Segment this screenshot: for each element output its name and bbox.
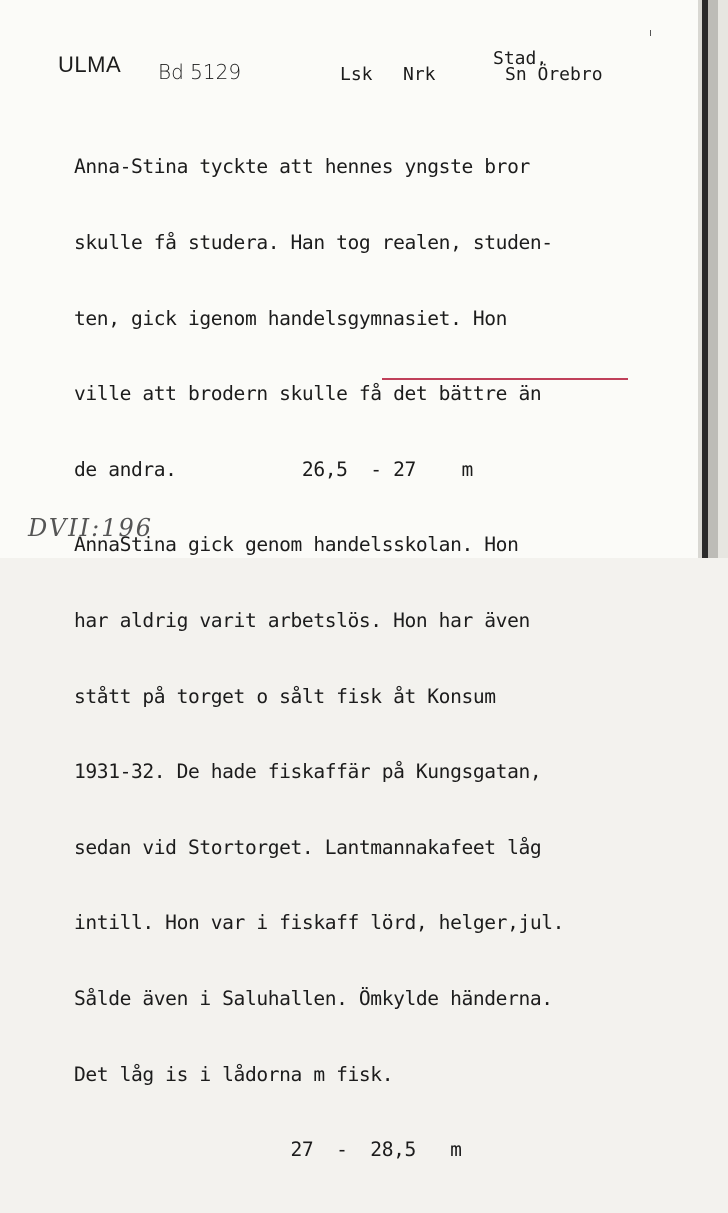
- card-edge-grey: [708, 0, 718, 558]
- text-line: ville att brodern skulle få det bättre än: [74, 382, 542, 406]
- text-line: Sålde även i Saluhallen. Ömkylde händerna.: [74, 986, 553, 1010]
- text-line: Det låg is i lådorna m fisk.: [74, 1062, 394, 1086]
- place-name: Sn Örebro: [505, 64, 603, 85]
- text-line: stått på torget o sålt fisk åt Konsum: [74, 684, 496, 708]
- red-underline: [382, 378, 628, 380]
- text-line: sedan vid Stortorget. Lantmannakafeet låg: [74, 835, 542, 859]
- text-line: Anna-Stina tyckte att hennes yngste bror: [74, 155, 530, 179]
- text-line: ten, gick igenom handelsgymnasiet. Hon: [74, 306, 508, 330]
- text-line: 1931-32. De hade fiskaffär på Kungsgatan,: [74, 760, 542, 784]
- typed-body: [74, 104, 564, 1213]
- text-line: 27 - 28,5 m: [74, 1138, 462, 1162]
- text-line: AnnaStina gick genom handelsskolan. Hon: [74, 533, 519, 557]
- landskap-label: Lsk: [340, 64, 373, 85]
- card-edge-light: [718, 0, 728, 558]
- text-line: de andra. 26,5 - 27 m: [74, 457, 473, 481]
- stad-label: Stad.: [493, 48, 548, 69]
- text-line: har aldrig varit arbetslös. Hon har även: [74, 608, 530, 632]
- pencil-mark: [650, 30, 651, 36]
- archive-name: ULMA: [58, 52, 122, 77]
- nrk-label: Nrk: [403, 64, 436, 85]
- text-line: skulle få studera. Han tog realen, studen-: [74, 231, 553, 254]
- handwritten-stamp: DVII:196: [28, 514, 154, 542]
- text-line: intill. Hon var i fiskaff lörd, helger,jul.: [74, 911, 565, 935]
- record-code: Bd 5129: [158, 60, 242, 84]
